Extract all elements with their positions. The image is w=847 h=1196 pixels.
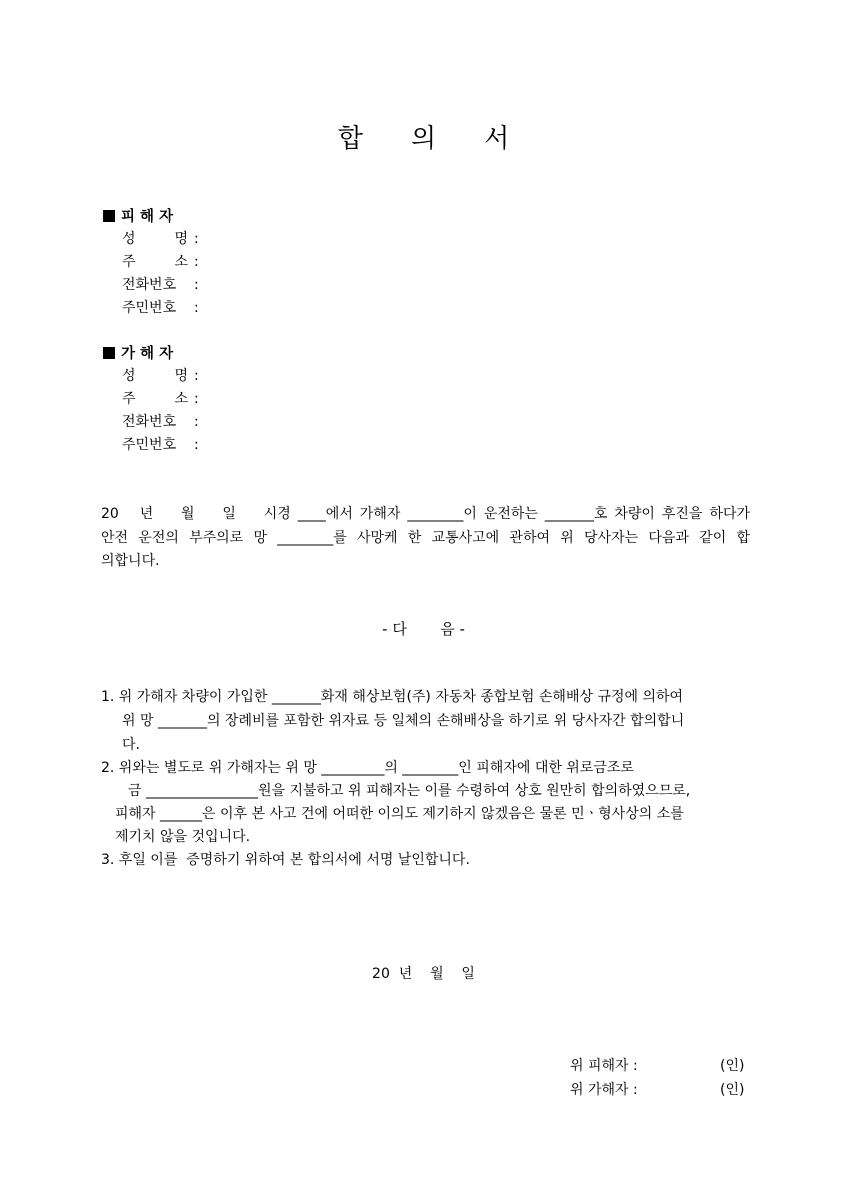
offender-field-address bbox=[122, 388, 199, 408]
item-3-line-1: 3. 후일 이를 증명하기 위하여 본 합의서에 서명 날인합니다. bbox=[101, 852, 470, 868]
victim-heading bbox=[103, 205, 173, 226]
field-label: 주민번호 bbox=[122, 300, 177, 316]
victim-heading-text: 피 해 자 bbox=[121, 209, 174, 225]
offender-heading-text: 가 해 자 bbox=[121, 346, 174, 362]
field-label: 성 명 bbox=[122, 368, 188, 384]
victim-signature-label: 위 피해자 : bbox=[570, 1058, 638, 1074]
item-1-line-3: 다. bbox=[122, 737, 140, 753]
field-colon: : bbox=[194, 414, 199, 430]
item-2-line-3: 피해자 ______은 이후 본 사고 건에 어떠한 이의도 제기하지 않겠음은 물론 민ㆍ형사상의 소를 bbox=[115, 806, 684, 822]
field-label: 전화번호 bbox=[122, 277, 177, 293]
next-heading: - 다 음 - bbox=[382, 620, 465, 638]
item-1-line-1: 1. 위 가해자 차량이 가입한 _______화재 해상보험(주) 자동차 종합보험 손해배상 규정에 의하여 bbox=[101, 689, 684, 705]
field-colon: : bbox=[194, 277, 199, 293]
victim-field-name bbox=[122, 228, 199, 248]
victim-field-id-number bbox=[122, 297, 199, 317]
offender-signature-label: 위 가해자 : bbox=[570, 1082, 638, 1098]
intro-line: 안전 운전의 부주의로 망 ________를 사망케 한 교통사고에 관하여 위 당사자는 다음과 같이 합 bbox=[101, 529, 750, 546]
offender-field-phone bbox=[122, 411, 199, 431]
field-label: 주민번호 bbox=[122, 437, 177, 453]
title-char-2: 의 bbox=[410, 124, 437, 154]
victim-field-address bbox=[122, 251, 199, 271]
title-char-3: 서 bbox=[484, 124, 510, 154]
field-label: 전화번호 bbox=[122, 414, 177, 430]
victim-seal: (인) bbox=[720, 1058, 745, 1074]
offender-field-id-number bbox=[122, 434, 199, 454]
square-bullet-icon bbox=[103, 210, 115, 222]
item-2-line-4: 제기치 않을 것입니다. bbox=[115, 829, 251, 845]
offender-seal: (인) bbox=[720, 1082, 745, 1098]
offender-field-name bbox=[122, 365, 199, 385]
field-label: 주 소 bbox=[122, 254, 188, 270]
field-colon: : bbox=[194, 368, 199, 384]
field-colon: : bbox=[194, 231, 199, 247]
field-colon: : bbox=[194, 391, 199, 407]
intro-line: 의합니다. bbox=[101, 553, 160, 569]
document-title bbox=[0, 118, 847, 155]
field-colon: : bbox=[194, 437, 199, 453]
field-colon: : bbox=[194, 300, 199, 316]
item-1-line-2: 위 망 _______의 장례비를 포함한 위자료 등 일체의 손해배상을 하기로 위 당사자간 합의합니 bbox=[122, 713, 685, 729]
item-2-line-2: 금 ________________원을 지불하고 위 피해자는 이를 수령하여 상호 원만히 합의하였으므로, bbox=[128, 783, 691, 799]
offender-heading bbox=[103, 342, 173, 363]
signing-date: 20 년 월 일 bbox=[372, 966, 475, 982]
item-2-line-1: 2. 위와는 별도로 위 가해자는 위 망 _________의 ________인 피해자에 대한 위로금조로 bbox=[101, 760, 634, 776]
field-label: 주 소 bbox=[122, 391, 188, 407]
field-colon: : bbox=[194, 254, 199, 270]
square-bullet-icon bbox=[103, 347, 115, 359]
victim-field-phone bbox=[122, 274, 199, 294]
intro-line: 20 년 월 일 시경 ____에서 가해자 ________이 운전하는 _______호 차량이 후진을 하다가 bbox=[101, 506, 750, 522]
field-label: 성 명 bbox=[122, 231, 188, 247]
title-char-1: 합 bbox=[337, 124, 363, 154]
intro-paragraph bbox=[101, 503, 750, 574]
